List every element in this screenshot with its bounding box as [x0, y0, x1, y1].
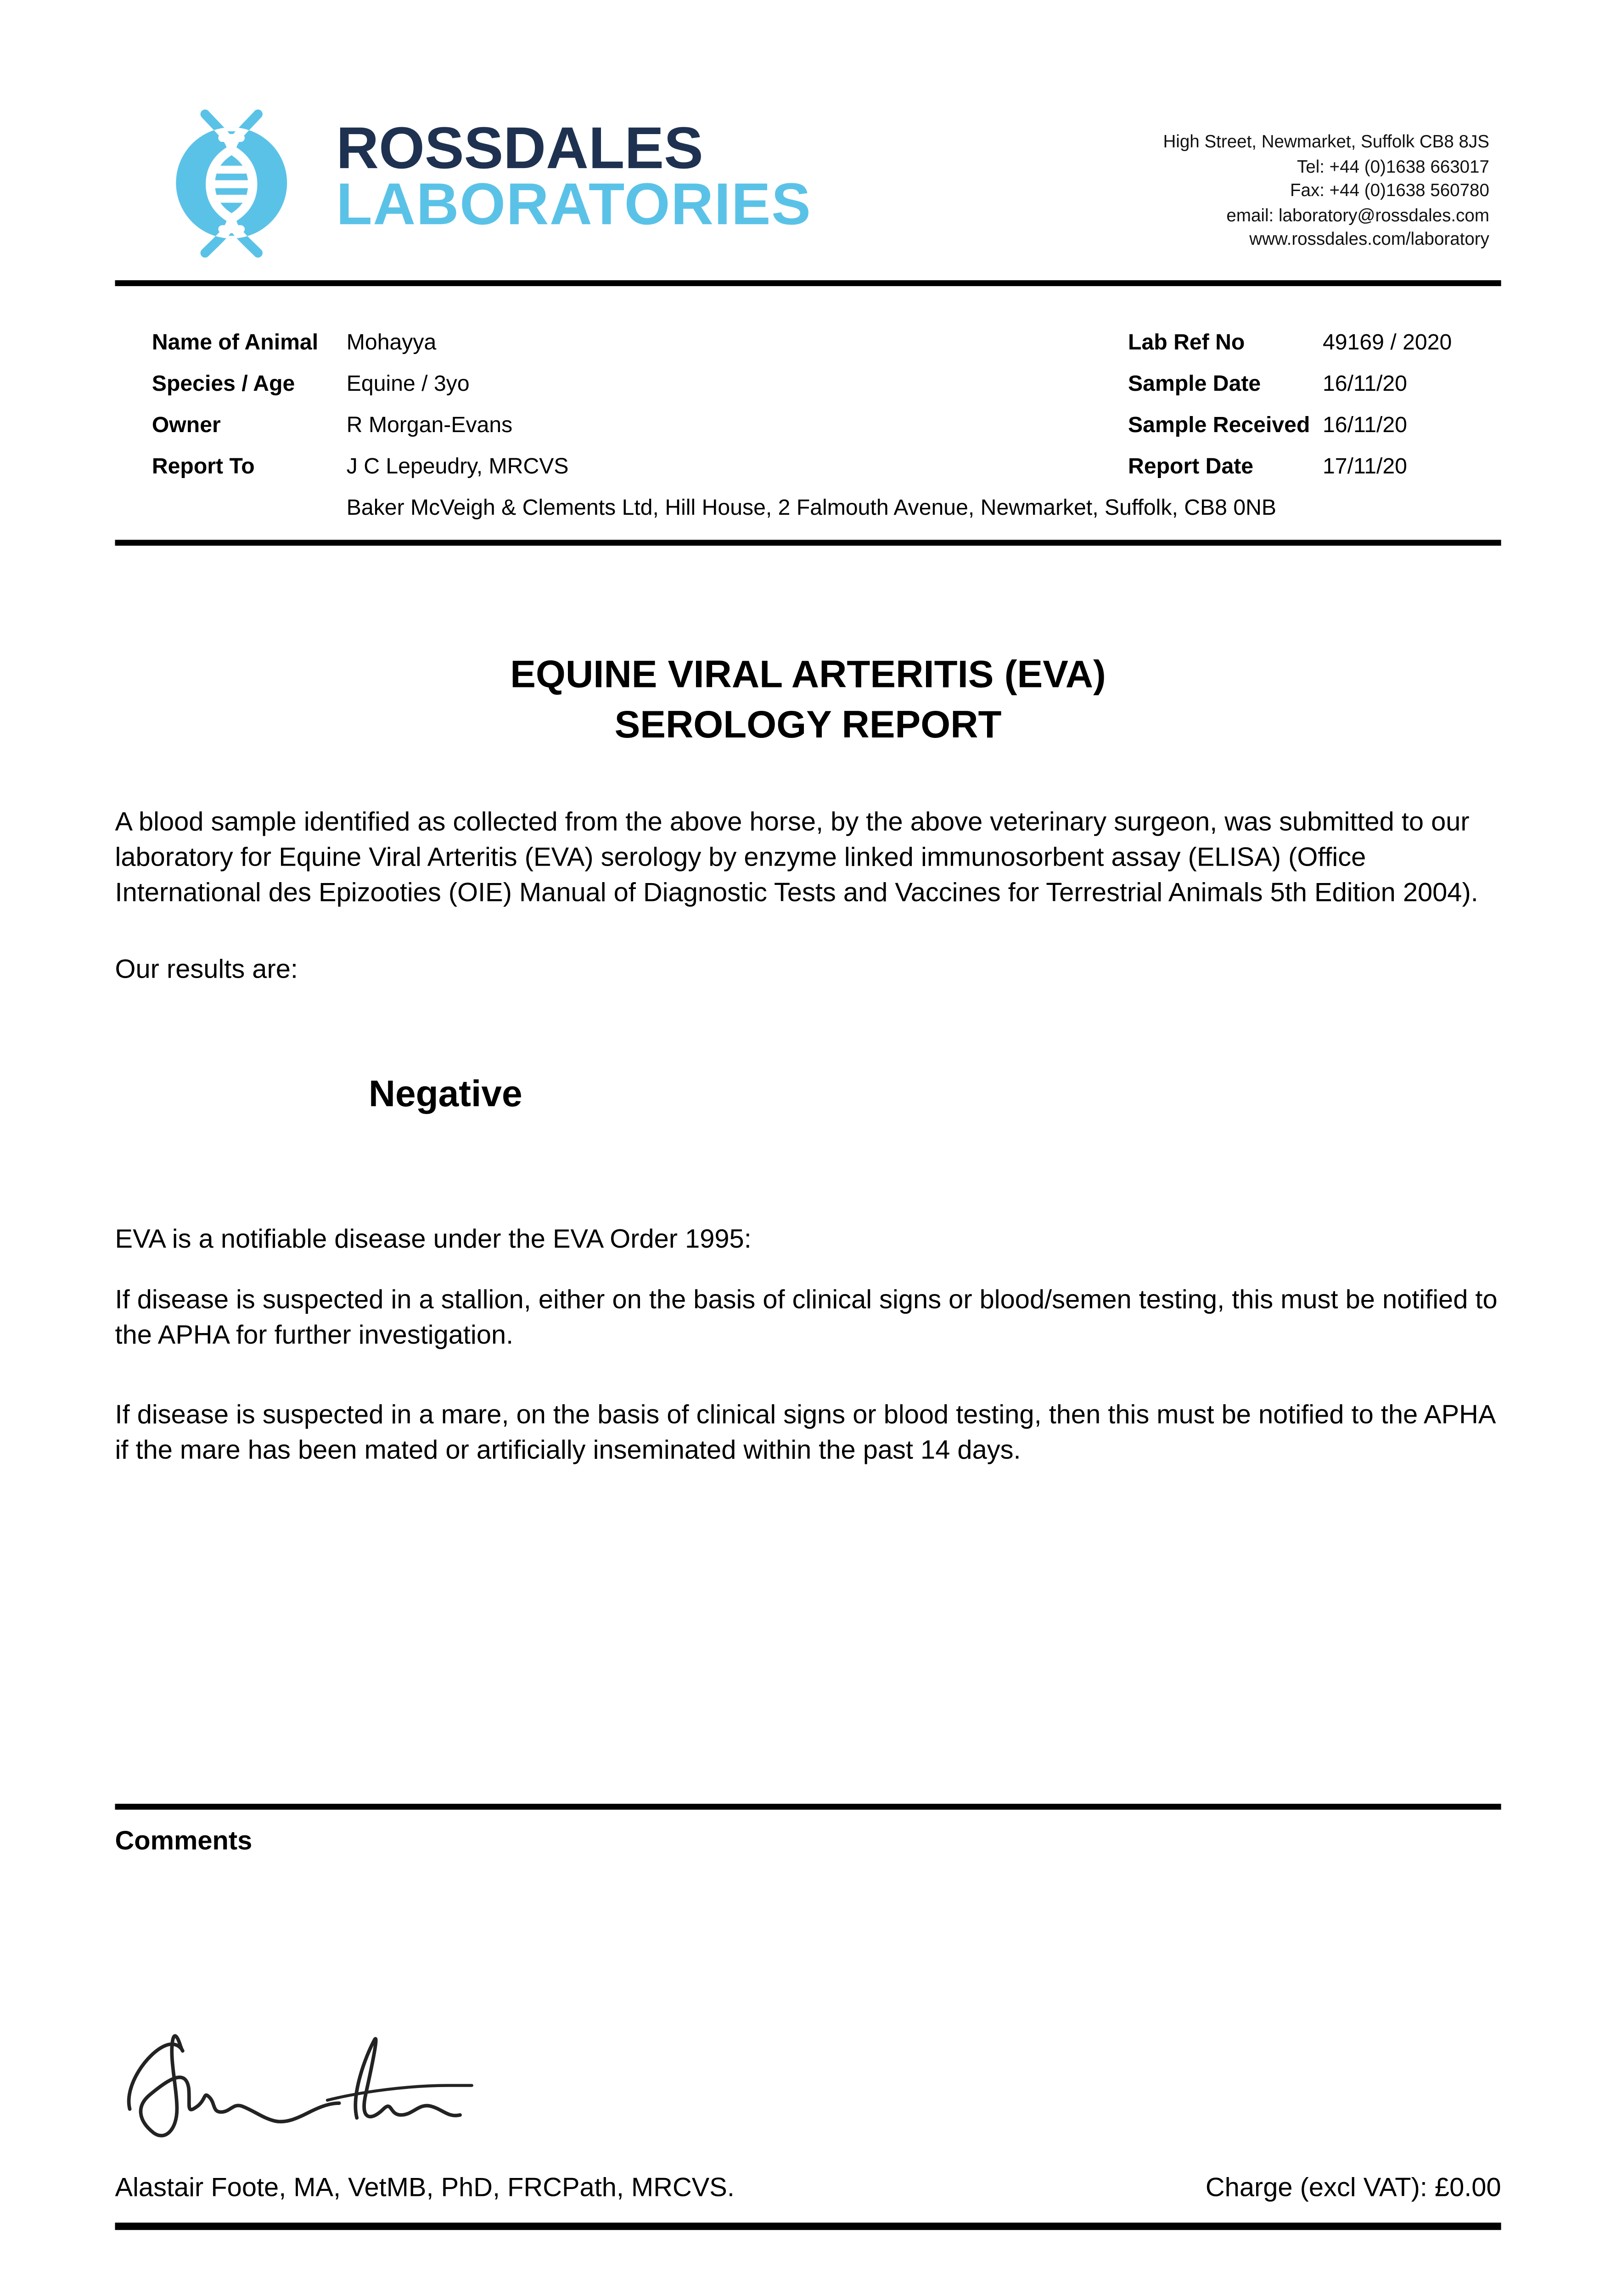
detail-value: 49169 / 2020: [1323, 329, 1452, 355]
report-title-line2: SEROLOGY REPORT: [614, 702, 1002, 747]
lab-address-line: High Street, Newmarket, Suffolk CB8 8JS: [1163, 131, 1489, 152]
detail-row-sample-date: [1128, 363, 1452, 404]
detail-value: Mohayya: [346, 329, 437, 355]
details-divider-rule: [115, 540, 1501, 546]
brand-name-bottom: LABORATORIES: [336, 172, 812, 238]
charge-amount: Charge (excl VAT): £0.00: [1205, 2172, 1501, 2202]
header-divider-rule: [115, 280, 1501, 286]
signoff-row: [115, 2170, 1501, 2205]
detail-row-sample-received: [1128, 404, 1452, 445]
detail-label: Owner: [152, 412, 221, 438]
lab-contact-block: [1163, 130, 1489, 252]
detail-label: Report Date: [1128, 453, 1254, 479]
results-intro-line: Our results are:: [115, 954, 298, 984]
detail-value: 16/11/20: [1323, 371, 1407, 396]
practice-address: Baker McVeigh & Clements Ltd, Hill House, 2 Falmouth Avenue, Newmarket, Suffolk, CB8 0NB: [346, 495, 1277, 520]
detail-label: Lab Ref No: [1128, 329, 1245, 355]
brand-wordmark: [336, 116, 812, 238]
lab-tel-line: Tel: +44 (0)1638 663017: [1296, 155, 1489, 176]
page-bottom-rule: [115, 2223, 1501, 2230]
report-title: [115, 649, 1501, 749]
detail-value: Equine / 3yo: [346, 371, 470, 396]
lab-email-line: email: laboratory@rossdales.com: [1226, 204, 1489, 225]
detail-value: 16/11/20: [1323, 412, 1407, 438]
brand-name-top: ROSSDALES: [336, 116, 703, 182]
stallion-note-paragraph: If disease is suspected in a stallion, either on the basis of clinical signs or blood/semen testing, this must be notified to the APHA for further investigation.: [115, 1284, 1498, 1350]
dna-icon: [165, 106, 298, 259]
specimen-details-left-column: [152, 321, 569, 487]
detail-row-report-to: [152, 445, 569, 487]
detail-row-species-age: [152, 363, 569, 404]
report-intro-paragraph: A blood sample identified as collected from the above horse, by the above veterinary surgeon, was submitted to our laboratory for Equine Viral Arteritis (EVA) serology by enzyme linked immunosorbent assay (ELISA) (Office International des Epizooties (OIE) Manual of Diagnostic Tests and Vaccines for Terrestrial Animals 5th Edition 2004).: [115, 806, 1478, 907]
detail-value: J C Lepeudry, MRCVS: [346, 453, 569, 479]
detail-label: Sample Date: [1128, 371, 1261, 396]
mare-note-paragraph: If disease is suspected in a mare, on the basis of clinical signs or blood testing, then this must be notified to the APHA if the mare has been mated or artificially inseminated within the past 14 days.: [115, 1400, 1495, 1465]
notifiable-disease-line: EVA is a notifiable disease under the EVA Order 1995:: [115, 1224, 752, 1254]
detail-label: Species / Age: [152, 371, 295, 396]
comments-divider-rule: [115, 1804, 1501, 1810]
detail-row-name-of-animal: [152, 321, 569, 363]
detail-label: Sample Received: [1128, 412, 1310, 438]
result-value: Negative: [368, 1074, 522, 1115]
signature-image: [121, 2029, 482, 2141]
detail-value: R Morgan-Evans: [346, 412, 513, 438]
detail-row-report-date: [1128, 445, 1452, 487]
detail-label: Name of Animal: [152, 329, 319, 355]
detail-label: Report To: [152, 453, 255, 479]
detail-value: 17/11/20: [1323, 453, 1407, 479]
detail-row-lab-ref-no: [1128, 321, 1452, 363]
specimen-details-right-column: [1128, 321, 1452, 487]
lab-fax-line: Fax: +44 (0)1638 560780: [1290, 180, 1489, 201]
lab-website-line: www.rossdales.com/laboratory: [1249, 228, 1489, 249]
report-title-line1: EQUINE VIRAL ARTERITIS (EVA): [510, 652, 1106, 696]
detail-row-owner: [152, 404, 569, 445]
comments-heading: Comments: [115, 1826, 253, 1856]
signatory-name: Alastair Foote, MA, VetMB, PhD, FRCPath, MRCVS.: [115, 2172, 735, 2202]
